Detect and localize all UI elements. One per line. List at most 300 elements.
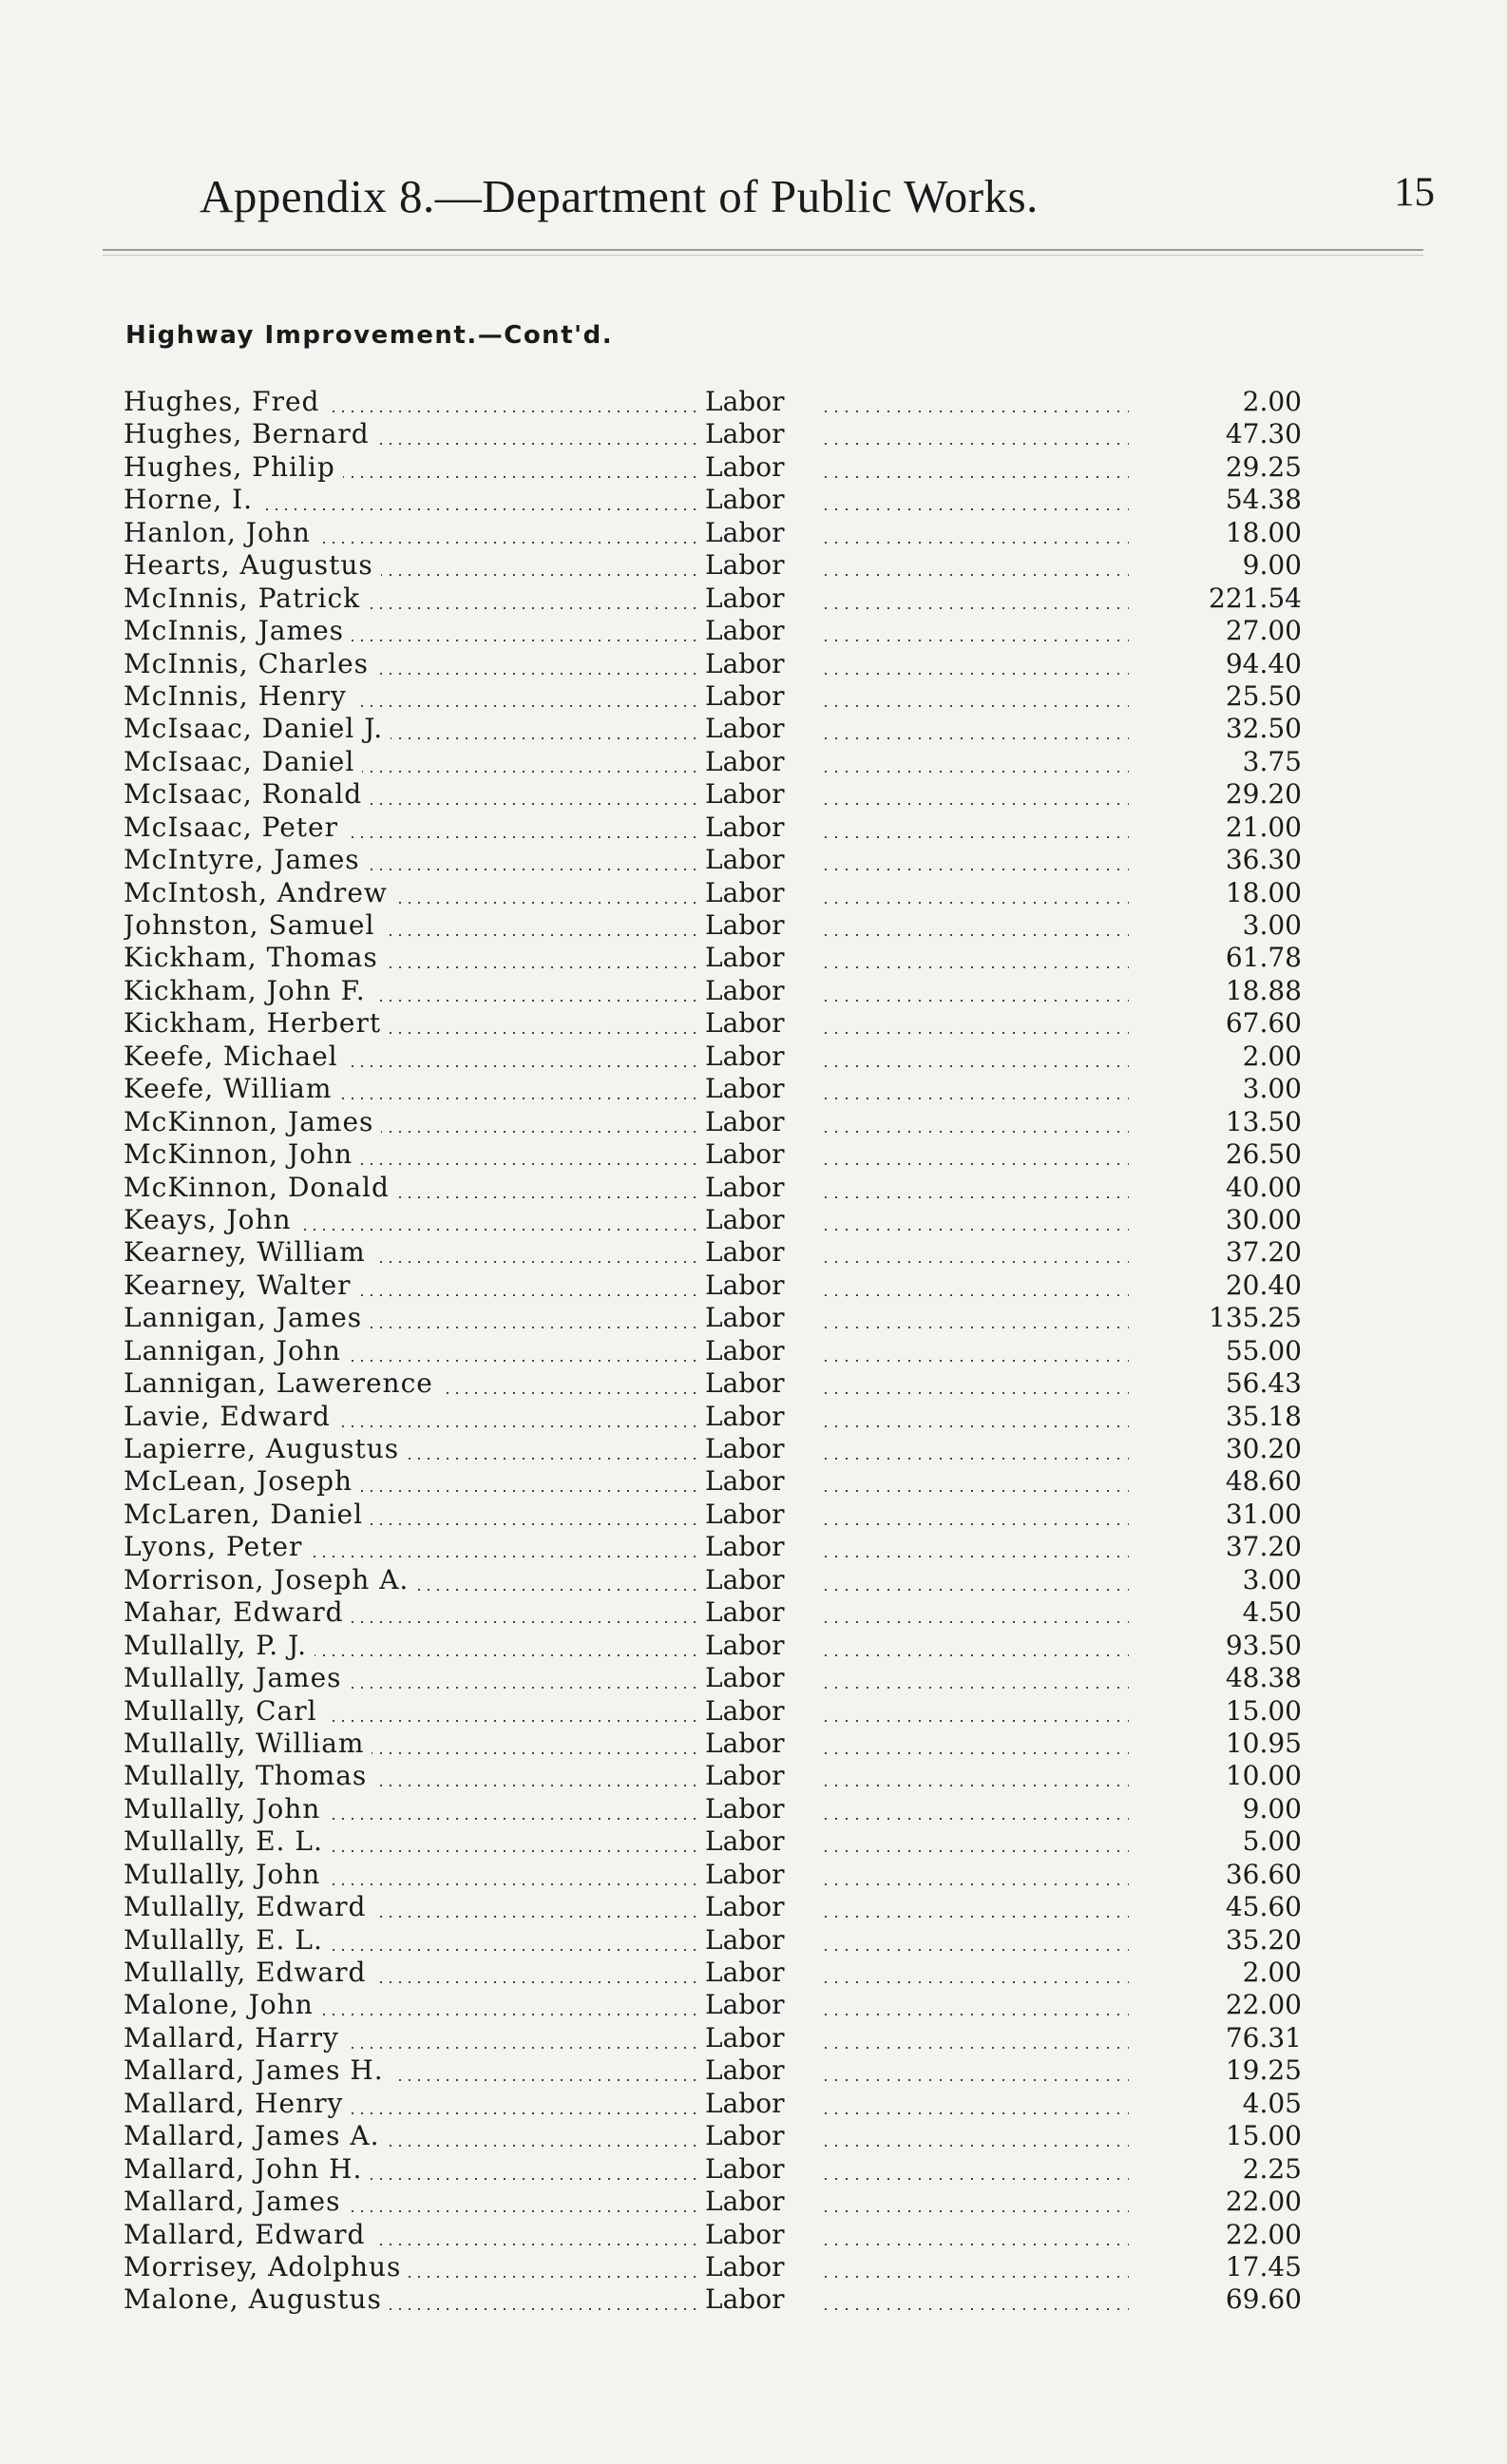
entry-name [124,877,703,909]
entry-occupation: Labor [701,648,800,680]
entry-occupation: Labor [701,1728,800,1760]
entry-name [124,1106,703,1138]
entry-name-text: Mullally, P. J. [124,1630,315,1661]
dot-leader [825,1065,1129,1067]
dot-leader [825,1229,1129,1231]
entry-name [124,2022,703,2054]
entry-amount: 18.00 [1225,516,1302,548]
entry-amount: 15.00 [1225,2120,1302,2152]
dot-leader [825,1850,1129,1852]
entry-name [124,909,703,942]
dot-leader [825,542,1129,544]
entry-amount: 9.00 [1242,1792,1302,1824]
list-item [124,1825,1302,1858]
entry-amount: 55.00 [1225,1334,1302,1366]
list-item [124,975,1302,1007]
list-item [124,1041,1302,1073]
entry-name [124,1401,703,1433]
entry-occupation: Labor [701,713,800,745]
list-item [124,2120,1302,2152]
entry-amount: 40.00 [1225,1171,1302,1203]
entry-name-text: McInnis, Henry [124,680,354,712]
section-title: Highway Improvement.—Cont'd. [125,321,614,350]
entry-name-text: Keefe, William [124,1073,339,1104]
entry-name [124,1859,703,1891]
entry-amount: 2.00 [1242,1957,1302,1988]
entry-name-text: Mallard, John H. [124,2153,370,2185]
entry-amount: 48.38 [1225,1662,1302,1694]
list-item [124,1401,1302,1433]
list-item [124,1596,1302,1629]
entry-amount: 135.25 [1209,1302,1302,1334]
entry-occupation: Labor [701,1041,800,1073]
entry-name-text: Lapierre, Augustus [124,1433,407,1464]
entry-name [124,2153,703,2186]
dot-leader [825,1621,1129,1623]
entry-amount: 47.30 [1225,418,1302,450]
entry-occupation: Labor [701,1891,800,1923]
list-item [124,1499,1302,1531]
entry-amount: 29.25 [1225,450,1302,483]
header-rule-secondary [103,255,1423,256]
entry-occupation: Labor [701,1106,800,1138]
entry-occupation: Labor [701,1270,800,1302]
entry-amount: 35.20 [1225,1923,1302,1956]
entry-amount: 69.60 [1225,2283,1302,2316]
entry-name-text: Keefe, Michael [124,1041,346,1072]
entry-occupation: Labor [701,2022,800,2054]
entry-occupation: Labor [701,1695,800,1728]
entry-name-text: Mullally, E. L. [124,1825,331,1857]
entry-occupation: Labor [701,2088,800,2120]
dot-leader [825,1785,1129,1786]
entry-name [124,1728,703,1760]
entry-amount: 48.60 [1225,1465,1302,1498]
entry-amount: 3.75 [1242,745,1302,777]
entry-name-text: Hughes, Philip [124,451,343,483]
entry-name [124,1793,703,1825]
entry-name [124,1662,703,1694]
dot-leader [825,1556,1129,1557]
entry-occupation: Labor [701,386,800,418]
list-item [124,583,1302,615]
entry-name-text: Mullally, John [124,1793,328,1824]
list-item [124,1989,1302,2021]
entry-name-text: McIsaac, Ronald [124,778,370,810]
entry-name [124,1172,703,1204]
entry-amount: 21.00 [1225,811,1302,843]
entry-amount: 2.00 [1242,1040,1302,1072]
entry-occupation: Labor [701,1859,800,1891]
entry-name-text: Johnston, Samuel [124,909,382,941]
dot-leader [825,1458,1129,1460]
list-item [124,1302,1302,1334]
entry-occupation: Labor [701,1007,800,1040]
entry-name-text: Morrisey, Adolphus [124,2251,409,2283]
list-item [124,1236,1302,1269]
entry-amount: 9.00 [1242,549,1302,582]
dot-leader [825,443,1129,445]
entry-name-text: McInnis, James [124,615,352,646]
entry-occupation: Labor [701,1302,800,1334]
list-item [124,1073,1302,1105]
entry-occupation: Labor [701,1630,800,1662]
entry-amount: 18.88 [1225,974,1302,1006]
entry-name [124,549,703,582]
entry-name [124,1630,703,1662]
entry-amount: 18.00 [1225,876,1302,908]
entry-amount: 3.00 [1242,1073,1302,1105]
entry-occupation: Labor [701,1924,800,1957]
entry-name-text: Mullally, Carl [124,1695,325,1727]
entry-amount: 76.31 [1225,2021,1302,2053]
dot-leader [825,1163,1129,1165]
list-item [124,2219,1302,2251]
entry-occupation: Labor [701,812,800,844]
dot-leader [825,1687,1129,1689]
dot-leader [825,1818,1129,1820]
entry-name-text: Mullally, E. L. [124,1924,331,1956]
dot-leader [825,574,1129,576]
entry-occupation: Labor [701,1335,800,1367]
list-item [124,1138,1302,1171]
entry-name [124,1270,703,1302]
entry-occupation: Labor [701,583,800,615]
list-item [124,1695,1302,1728]
dot-leader [825,1654,1129,1656]
entry-occupation: Labor [701,1204,800,1236]
entry-name [124,418,703,450]
entry-name-text: Malone, Augustus [124,2283,390,2315]
dot-leader [825,1752,1129,1754]
dot-leader [825,902,1129,904]
entry-occupation: Labor [701,418,800,450]
entry-name-text: Morrison, Joseph A. [124,1564,416,1595]
entry-name [124,1564,703,1596]
dot-leader [825,2178,1129,2180]
entry-name [124,2186,703,2218]
entry-amount: 36.30 [1225,844,1302,876]
entry-occupation: Labor [701,2186,800,2218]
list-item [124,386,1302,418]
list-item [124,844,1302,876]
dot-leader [825,1327,1129,1328]
dot-leader [825,476,1129,478]
entry-name [124,1465,703,1498]
entry-name [124,1041,703,1073]
dot-leader [825,1916,1129,1918]
entry-amount: 3.00 [1242,1563,1302,1595]
dot-leader [825,673,1129,675]
entry-name [124,1825,703,1858]
dot-leader [825,705,1129,707]
entry-occupation: Labor [701,975,800,1007]
entry-name [124,812,703,844]
entry-amount: 3.00 [1242,909,1302,941]
entry-name-text: Mullally, James [124,1662,350,1693]
entry-amount: 37.20 [1225,1236,1302,1269]
list-item [124,615,1302,647]
list-item [124,451,1302,484]
list-item [124,1859,1302,1891]
entry-occupation: Labor [701,1989,800,2021]
dot-leader [825,2210,1129,2212]
entry-amount: 17.45 [1225,2250,1302,2283]
entry-amount: 54.38 [1225,484,1302,516]
entry-occupation: Labor [701,1401,800,1433]
entry-name-text: Mallard, Edward [124,2219,372,2250]
entry-name-text: Mallard, Harry [124,2022,347,2053]
entry-amount: 4.50 [1242,1596,1302,1629]
entry-name [124,1957,703,1989]
entry-name-text: Lavie, Edward [124,1401,338,1432]
entry-name [124,2283,703,2316]
dot-leader [825,2014,1129,2015]
list-item [124,2186,1302,2218]
list-item [124,1564,1302,1596]
entry-name-text: McIntyre, James [124,844,368,875]
entry-name-text: Kickham, Thomas [124,942,386,973]
list-item [124,1433,1302,1465]
entry-amount: 2.25 [1242,2152,1302,2185]
entry-occupation: Labor [701,778,800,811]
entry-occupation: Labor [701,746,800,778]
entry-occupation: Labor [701,2283,800,2316]
dot-leader [825,1949,1129,1951]
entry-name [124,1499,703,1531]
entry-name [124,746,703,778]
entry-name [124,1367,703,1400]
dot-leader [825,1490,1129,1492]
entry-amount: 26.50 [1225,1138,1302,1171]
entry-amount: 37.20 [1225,1531,1302,1563]
entry-name-text: Hanlon, John [124,517,318,548]
entry-name-text: McKinnon, Donald [124,1172,397,1203]
list-item [124,1630,1302,1662]
entry-occupation: Labor [701,680,800,713]
entry-name [124,484,703,516]
entry-name-text: Hughes, Bernard [124,418,377,449]
entry-name-text: Mullally, Thomas [124,1760,374,1791]
dot-leader [825,1883,1129,1885]
entry-amount: 93.50 [1225,1629,1302,1661]
entry-name [124,1335,703,1367]
entry-amount: 13.50 [1225,1105,1302,1137]
entry-name [124,386,703,418]
list-item [124,1007,1302,1040]
header-rule [103,249,1423,251]
entry-name-text: McIntosh, Andrew [124,877,395,908]
entry-amount: 30.20 [1225,1433,1302,1464]
list-item [124,812,1302,844]
dot-leader [825,1392,1129,1394]
list-item [124,877,1302,909]
list-item [124,1891,1302,1923]
entry-occupation: Labor [701,844,800,876]
list-item [124,1793,1302,1825]
entry-occupation: Labor [701,549,800,582]
entry-occupation: Labor [701,615,800,647]
dot-leader [825,966,1129,968]
entry-amount: 22.00 [1225,2186,1302,2218]
entry-name [124,1695,703,1728]
entry-name [124,2251,703,2283]
list-item [124,1957,1302,1989]
entry-occupation: Labor [701,517,800,549]
page-title: Appendix 8.—Department of Public Works. [200,170,1039,222]
entry-occupation: Labor [701,451,800,484]
entry-occupation: Labor [701,942,800,974]
entry-amount: 25.50 [1225,679,1302,712]
entry-name-text: Lannigan, John [124,1335,349,1366]
list-item [124,1465,1302,1498]
entry-amount: 56.43 [1225,1367,1302,1400]
dot-leader [825,411,1129,412]
dot-leader [825,2079,1129,2081]
entry-name-text: Hughes, Fred [124,386,327,417]
entry-name-text: Keays, John [124,1204,299,1235]
entry-name-text: Kickham, Herbert [124,1007,389,1039]
entry-amount: 22.00 [1225,2218,1302,2250]
list-item [124,2088,1302,2120]
entry-amount: 36.60 [1225,1858,1302,1890]
list-item [124,1270,1302,1302]
entry-name-text: Kearney, Walter [124,1270,359,1301]
entry-name [124,844,703,876]
entry-occupation: Labor [701,2251,800,2283]
entry-name [124,1433,703,1465]
entry-name [124,680,703,713]
entry-amount: 10.00 [1225,1760,1302,1792]
entry-name [124,615,703,647]
dot-leader [825,1589,1129,1591]
dot-leader [825,2308,1129,2310]
list-item [124,1728,1302,1760]
entry-amount: 221.54 [1209,582,1302,614]
dot-leader [825,1196,1129,1198]
entry-name-text: Mallard, Henry [124,2088,351,2119]
entry-occupation: Labor [701,877,800,909]
list-item [124,2251,1302,2283]
entry-name-text: Mullally, William [124,1728,372,1759]
entry-name [124,942,703,974]
list-item [124,1924,1302,1957]
entry-name [124,1989,703,2021]
entry-name [124,2054,703,2087]
entry-amount: 19.25 [1225,2054,1302,2087]
dot-leader [825,2244,1129,2245]
entry-name-text: McInnis, Charles [124,648,376,679]
entry-name-text: Malone, John [124,1989,321,2020]
entry-occupation: Labor [701,1825,800,1858]
entry-amount: 31.00 [1225,1498,1302,1530]
entry-occupation: Labor [701,1596,800,1629]
entry-name-text: McLaren, Daniel [124,1499,371,1530]
payment-list [124,386,1302,2317]
list-item [124,517,1302,549]
entry-name-text: McKinnon, John [124,1138,360,1170]
dot-leader [825,869,1129,870]
entry-occupation: Labor [701,2153,800,2186]
dot-leader [825,1294,1129,1296]
entry-occupation: Labor [701,1564,800,1596]
list-item [124,418,1302,450]
entry-occupation: Labor [701,2120,800,2152]
entry-occupation: Labor [701,2054,800,2087]
entry-name-text: Kickham, John F. [124,975,373,1006]
list-item [124,1662,1302,1694]
list-item [124,1335,1302,1367]
entry-name-text: Kearney, William [124,1236,373,1268]
entry-amount: 29.20 [1225,778,1302,811]
entry-name [124,1596,703,1629]
entry-name [124,1073,703,1105]
entry-amount: 22.00 [1225,1989,1302,2021]
dot-leader [825,1000,1129,1002]
entry-name [124,713,703,745]
list-item [124,2153,1302,2186]
list-item [124,909,1302,942]
entry-amount: 45.60 [1225,1891,1302,1923]
entry-occupation: Labor [701,1793,800,1825]
dot-leader [825,1131,1129,1133]
entry-amount: 67.60 [1225,1007,1302,1040]
page-header [200,169,1435,236]
entry-name-text: McIsaac, Daniel J. [124,713,391,744]
entry-occupation: Labor [701,909,800,942]
list-item [124,2022,1302,2054]
entry-name [124,583,703,615]
dot-leader [825,2112,1129,2114]
entry-name [124,1236,703,1269]
entry-name [124,648,703,680]
entry-amount: 15.00 [1225,1694,1302,1727]
list-item [124,680,1302,713]
entry-amount: 35.18 [1225,1400,1302,1432]
list-item [124,1172,1302,1204]
entry-name-text: Horne, I. [124,484,260,515]
entry-name-text: Mullally, Edward [124,1891,373,1922]
entry-name [124,975,703,1007]
entry-name-text: Mallard, James A. [124,2120,388,2151]
entry-name [124,2088,703,2120]
entry-name [124,1760,703,1792]
entry-occupation: Labor [701,484,800,516]
entry-name [124,1204,703,1236]
entry-name-text: Lannigan, Lawerence [124,1367,441,1399]
entry-occupation: Labor [701,1138,800,1171]
entry-name-text: Mahar, Edward [124,1596,352,1628]
dot-leader [825,1523,1129,1525]
dot-leader [825,836,1129,838]
entry-amount: 94.40 [1225,647,1302,679]
entry-amount: 10.95 [1225,1727,1302,1759]
list-item [124,942,1302,974]
list-item [124,549,1302,582]
list-item [124,484,1302,516]
dot-leader [825,640,1129,641]
entry-amount: 30.00 [1225,1203,1302,1235]
dot-leader [825,2276,1129,2278]
entry-name [124,1138,703,1171]
list-item [124,1760,1302,1792]
entry-occupation: Labor [701,1236,800,1269]
list-item [124,648,1302,680]
entry-name [124,1007,703,1040]
entry-name [124,517,703,549]
list-item [124,746,1302,778]
list-item [124,2283,1302,2316]
